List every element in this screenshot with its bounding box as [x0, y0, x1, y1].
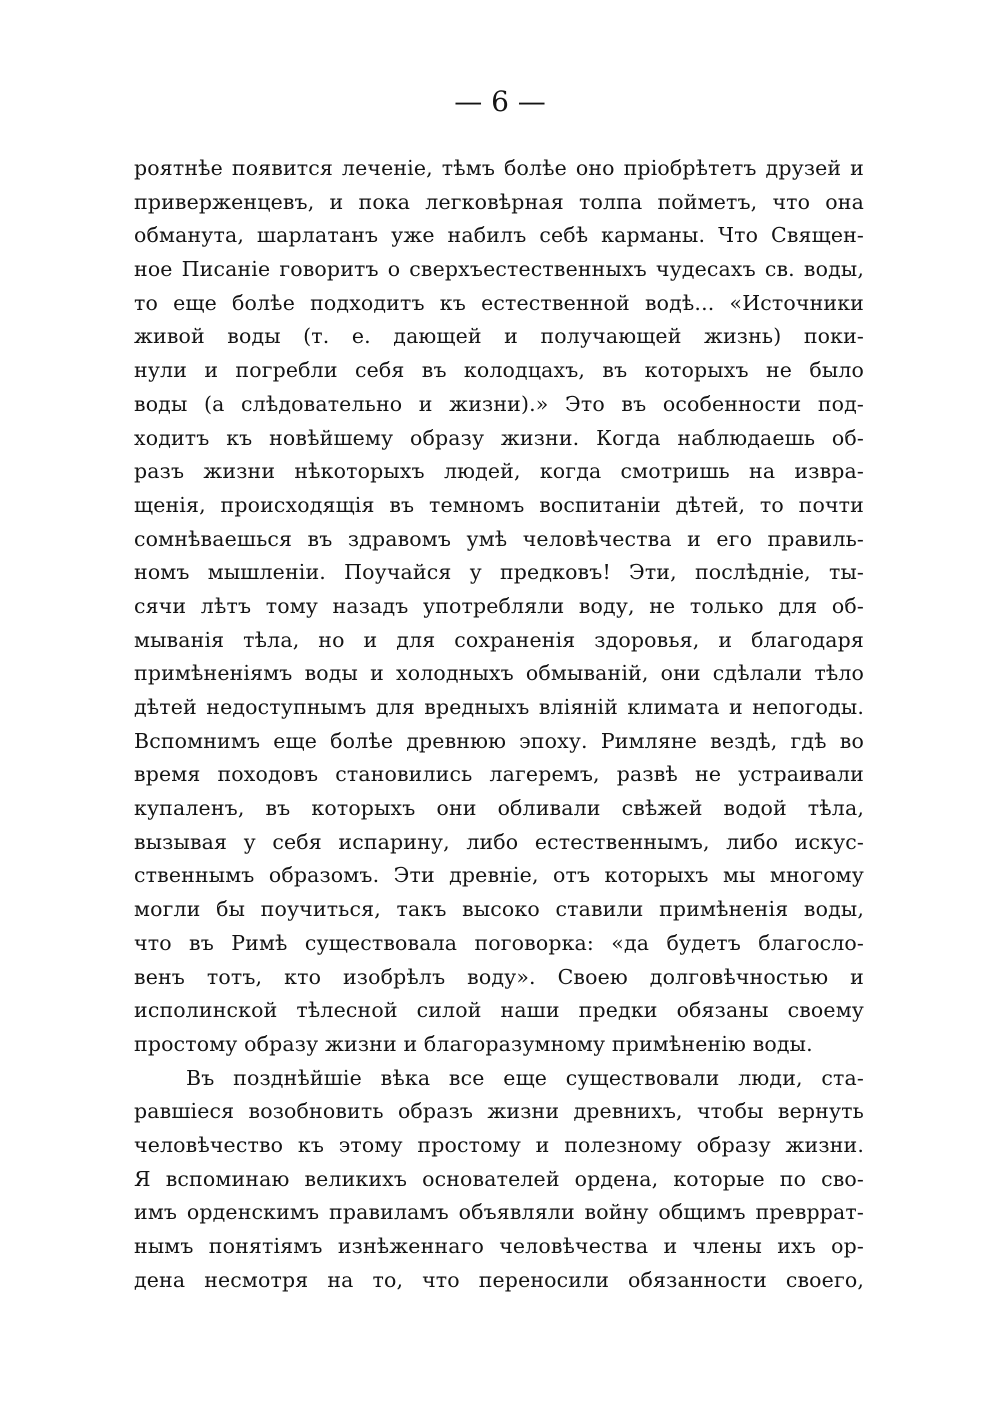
text-line: мыванія тѣла, но и для сохраненія здоровья, и благодаря — [134, 627, 864, 652]
text-line: то еще болѣе подходитъ къ естественной водѣ... «Источники — [134, 290, 864, 315]
text-line: равшіеся возобновить образъ жизни древнихъ, чтобы вернуть — [134, 1099, 864, 1124]
text-line: разъ жизни нѣкоторыхъ людей, когда смотришь на извра- — [134, 459, 864, 484]
text-line: венъ тотъ, кто изобрѣлъ воду». Своею долговѣчностью и — [134, 964, 864, 989]
text-line: человѣчество къ этому простому и полезному образу жизни. — [134, 1132, 864, 1157]
text-line: приверженцевъ, и пока легковѣрная толпа пойметъ, что она — [134, 189, 864, 214]
text-line: щенія, происходящія въ темномъ воспитаніи дѣтей, то почти — [134, 492, 864, 517]
text-line: Я вспоминаю великихъ основателей ордена, которые по сво- — [134, 1166, 864, 1191]
text-line: вызывая у себя испарину, либо естественнымъ, либо искус- — [134, 829, 864, 854]
text-line: дѣтей недоступнымъ для вредныхъ вліяній климата и непогоды. — [134, 695, 864, 719]
text-line: Вспомнимъ еще болѣе древнюю эпоху. Римляне вездѣ, гдѣ во — [134, 728, 864, 753]
text-line: ственнымъ образомъ. Эти древніе, отъ которыхъ мы многому — [134, 863, 864, 888]
text-line: ходитъ къ новѣйшему образу жизни. Когда наблюдаешь об- — [134, 425, 864, 450]
text-line: простому образу жизни и благоразумному примѣненію воды. — [134, 1031, 813, 1056]
text-line: что въ Римѣ существовала поговорка: «да будетъ благосло- — [134, 930, 864, 955]
text-line: могли бы поучиться, такъ высоко ставили примѣненія воды, — [134, 897, 864, 922]
text-line: примѣненіямъ воды и холодныхъ обмываній, они сдѣлали тѣло — [134, 661, 864, 686]
text-line: номъ мышленіи. Поучайся у предковъ! Эти, послѣдніе, ты- — [134, 560, 864, 585]
text-line: ное Писаніе говоритъ о сверхъестественныхъ чудесахъ св. воды, — [134, 257, 864, 282]
text-line: живой воды (т. е. дающей и получающей жизнь) поки- — [134, 324, 864, 349]
text-line: Въ позднѣйшіе вѣка все еще существовали люди, ста- — [186, 1065, 864, 1090]
text-line: нули и погребли себя въ колодцахъ, въ которыхъ не было — [134, 358, 864, 383]
text-line: дена несмотря на то, что переносили обязанности своего, — [134, 1267, 864, 1292]
text-line: роятнѣе появится леченіе, тѣмъ болѣе оно пріобрѣтетъ друзей и — [134, 156, 864, 180]
text-line: сячи лѣтъ тому назадъ употребляли воду, не только для об- — [134, 593, 864, 618]
text-line: имъ орденскимъ правиламъ объявляли войну общимъ превррат- — [134, 1200, 864, 1225]
text-line: сомнѣваешься въ здравомъ умѣ человѣчества и его правиль- — [134, 526, 864, 551]
text-line: исполинской тѣлесной силой наши предки обязаны своему — [134, 998, 864, 1023]
body-text — [134, 152, 864, 1297]
text-line: воды (а слѣдовательно и жизни).» Это въ особенности под- — [134, 391, 864, 416]
text-line: нымъ понятіямъ изнѣженнаго человѣчества и члены ихъ ор- — [134, 1234, 864, 1258]
text-line: купаленъ, въ которыхъ они обливали свѣжей водой тѣла, — [134, 796, 864, 821]
text-line: обманута, шарлатанъ уже набилъ себѣ карманы. Что Священ- — [134, 223, 864, 248]
text-line: время походовъ становились лагеремъ, развѣ не устраивали — [134, 762, 864, 787]
page-number: — 6 — — [454, 85, 546, 118]
